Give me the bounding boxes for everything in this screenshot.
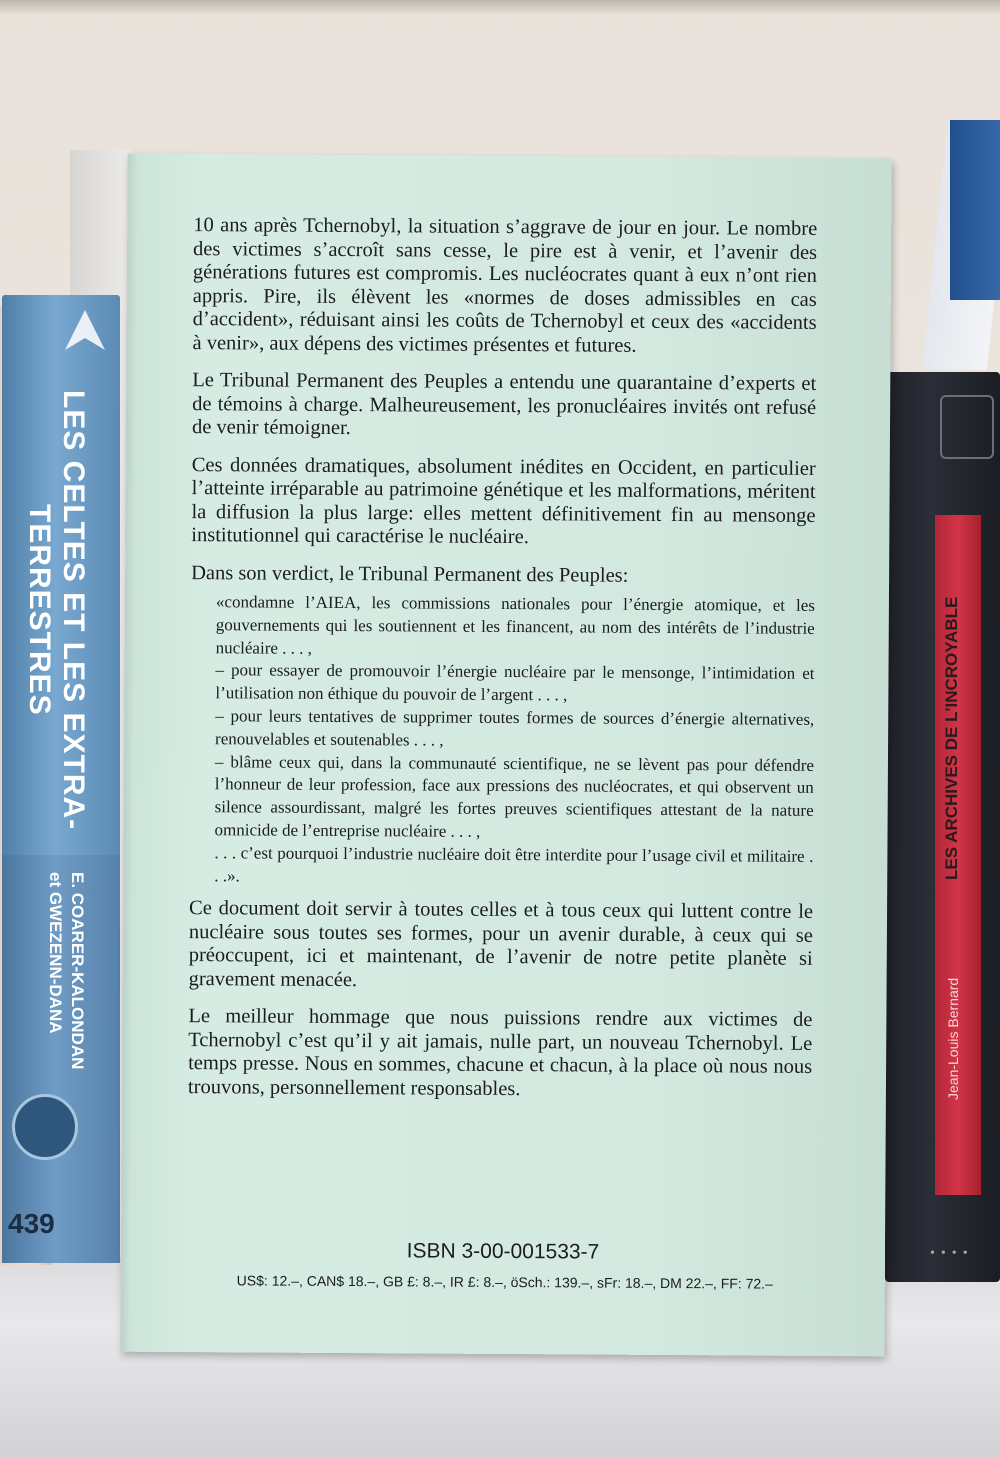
blue-spine-authors <box>18 872 88 1072</box>
upper-right-book-cover <box>950 120 1000 300</box>
spine-dots: •••• <box>930 1246 974 1261</box>
verdict-line: – blâme ceux qui, dans la communauté scientifique, ne se lèvent pas pour défendre l’honneur de leur profession, face aux pressions des nucléocrates, et qui observent un silence assourdissant, malgré les fortes preuves scientifiques attestant de la nature omnicide de l’entreprise nucléaire . . . , <box>214 751 815 841</box>
spine-number: 439 <box>8 1208 55 1239</box>
verdict-quote <box>214 591 815 891</box>
red-spine-author: Jean-Louis Bernard <box>945 977 961 1100</box>
paragraph: Dans son verdict, le Tribunal Permanent des Peuples: <box>191 561 629 587</box>
verdict-line: «condamne l’AIEA, les commissions nationales pour l’énergie atomique, et les gouvernements qui les soutiennent et les financent, au nom des intérêts de l’industrie nucléaire . . . , <box>215 592 815 658</box>
publisher-logo-icon <box>940 395 994 459</box>
paragraph: Ces données dramatiques, absolument inédites en Occident, en particulier l’atteinte irréparable au patrimoine génétique et les malformations, méritent la diffusion la plus large: elles mettent définitivement fin au mensonge institutionnel qui caractérise le nucléaire. <box>191 453 816 549</box>
verdict-line: – pour leurs tentatives de supprimer toutes formes de sources d’énergie alternatives, renouvelables et soutenables . . . , <box>215 706 815 750</box>
verdict-line: – pour essayer de promouvoir l’énergie nucléaire par le mensonge, l’intimidation et l’utilisation non éthique du pouvoir de l’argent . . . , <box>215 660 815 705</box>
bird-logo-icon <box>60 300 110 360</box>
book-back-cover <box>120 154 891 1357</box>
paragraph: Le Tribunal Permanent des Peuples a entendu une quarantaine d’experts et de témoins à charge. Malheureusement, les pronucléaires invités ont refusé de venir témoigner. <box>191 369 817 440</box>
verdict-line: . . . c’est pourquoi l’industrie nucléaire doit être interdite pour l’usage civil et militaire . . .». <box>214 842 814 885</box>
red-spine-title: LES ARCHIVES DE L'INCROYABLE <box>942 596 961 880</box>
back-cover-text <box>188 214 817 1117</box>
spine-author-line: et GWEZENN-DANA <box>46 872 65 1034</box>
paragraph: Ce document doit servir à toutes celles et à tous ceux qui luttent contre le nucléaire sous toutes ses formes, pour un avenir durable, à ceux qui se préoccupent, ici et maintenant, de l’avenir de notre petite planète si gravement menacée. <box>188 897 814 991</box>
blue-spine-title: LES CELTES ET LES EXTRA-TERRESTRES <box>23 389 90 831</box>
price-list: US$: 12.–, CAN$ 18.–, GB £: 8.–, IR £: 8.–, öSch.: 139.–, sFr: 18.–, DM 22.–, FF: 72.– <box>236 1272 773 1292</box>
isbn: ISBN 3-00-001533-7 <box>406 1239 600 1264</box>
upper-shelf <box>0 0 1000 14</box>
spine-author-line: E. COARER-KALONDAN <box>68 872 87 1070</box>
paragraph: Le meilleur hommage que nous puissions rendre aux victimes de Tchernobyl c’est qu’il y ait jamais, nulle part, un nouveau Tchernobyl. Le temps presse. Nous en sommes, chacune et chacun, à la place où nous nous trouvons, personnellement responsables. <box>187 1005 813 1100</box>
paragraph: 10 ans après Tchernobyl, la situation s’aggrave de jour en jour. Le nombre des victimes s’accroît sans cesse, le pire est à venir, et l’avenir des générations futures est compromis. Les nucléocrates quant à eux n’ont rien appris. Pire, ils élèvent les «normes de doses admissibles en cas d’accident», réduisant ainsi les coûts de Tchernobyl et ceux des «accidents à venir», aux dépens des victimes présentes et futures. <box>192 214 818 357</box>
spine-emblem-icon <box>12 1094 78 1160</box>
